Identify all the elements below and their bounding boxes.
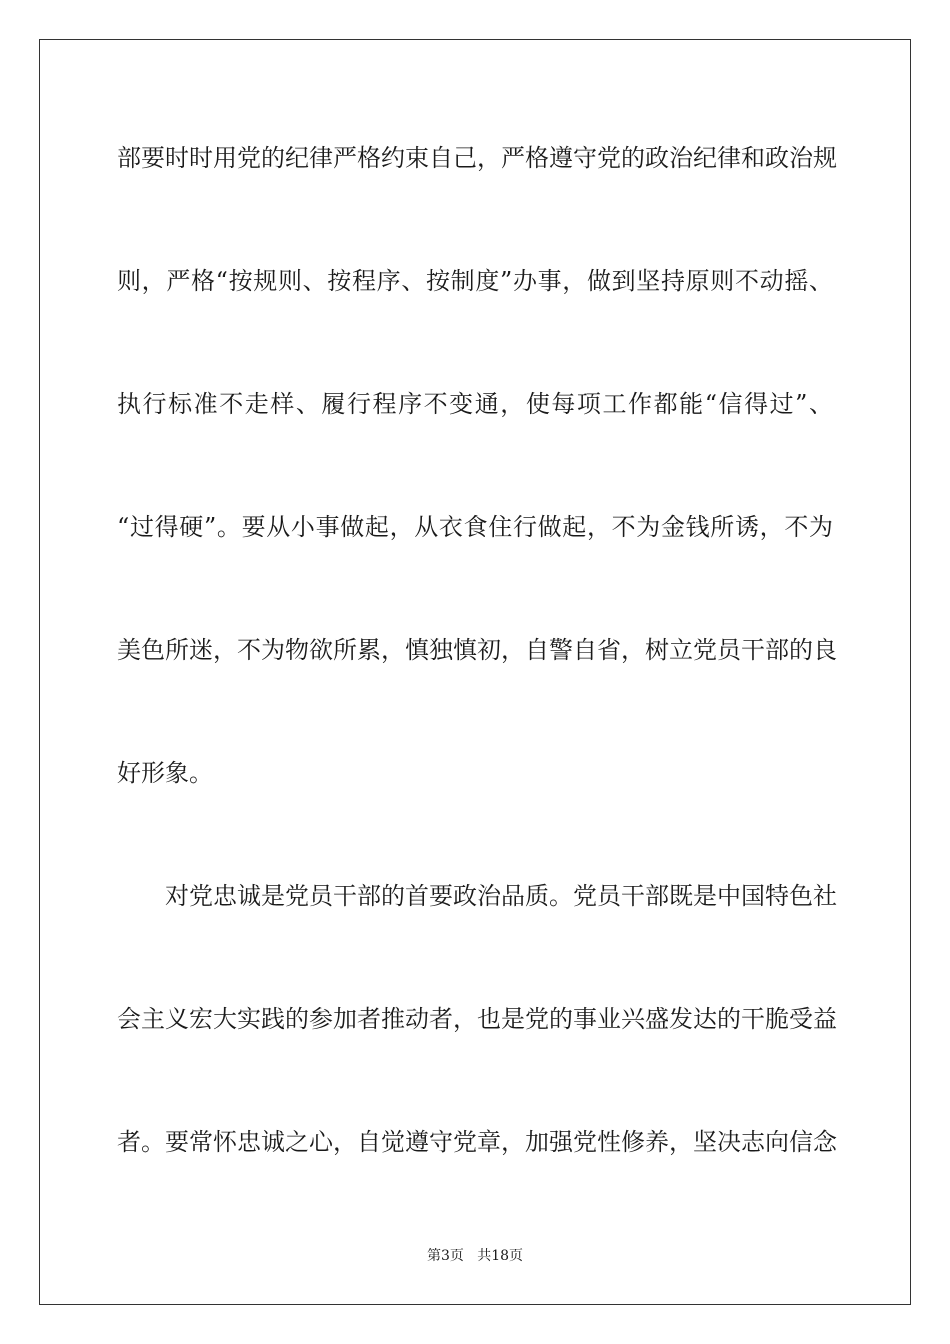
total-label-suffix: 页 bbox=[509, 1248, 524, 1264]
page-footer bbox=[0, 1246, 950, 1266]
text-line: 会主义宏大实践的参加者推动者，也是党的事业兴盛发达的干脆受益 bbox=[117, 1005, 837, 1033]
text-line: “过得硬”。要从小事做起，从衣食住行做起，不为金钱所诱，不为 bbox=[117, 513, 833, 541]
current-page-number: 3 bbox=[440, 1248, 450, 1264]
page-label-prefix: 第 bbox=[426, 1248, 441, 1264]
text-line: 则，严格“按规则、按程序、按制度”办事，做到坚持原则不动摇、 bbox=[117, 267, 833, 295]
text-line: 部要时时用党的纪律严格约束自己，严格遵守党的政治纪律和政治规 bbox=[117, 144, 837, 172]
text-line: 美色所迷，不为物欲所累，慎独慎初，自警自省，树立党员干部的良 bbox=[117, 636, 837, 664]
text-line: 好形象。 bbox=[117, 759, 213, 787]
total-label-prefix: 共 bbox=[477, 1248, 492, 1264]
page-label-suffix: 页 bbox=[449, 1248, 464, 1264]
text-line: 者。要常怀忠诚之心，自觉遵守党章，加强党性修养，坚决志向信念 bbox=[117, 1128, 837, 1156]
text-line-indented: 对党忠诚是党员干部的首要政治品质。党员干部既是中国特色社 bbox=[165, 882, 837, 910]
total-pages-number: 18 bbox=[491, 1248, 510, 1264]
text-line: 执行标准不走样、履行程序不变通，使每项工作都能“信得过”、 bbox=[117, 390, 833, 418]
page-border bbox=[39, 39, 911, 1305]
